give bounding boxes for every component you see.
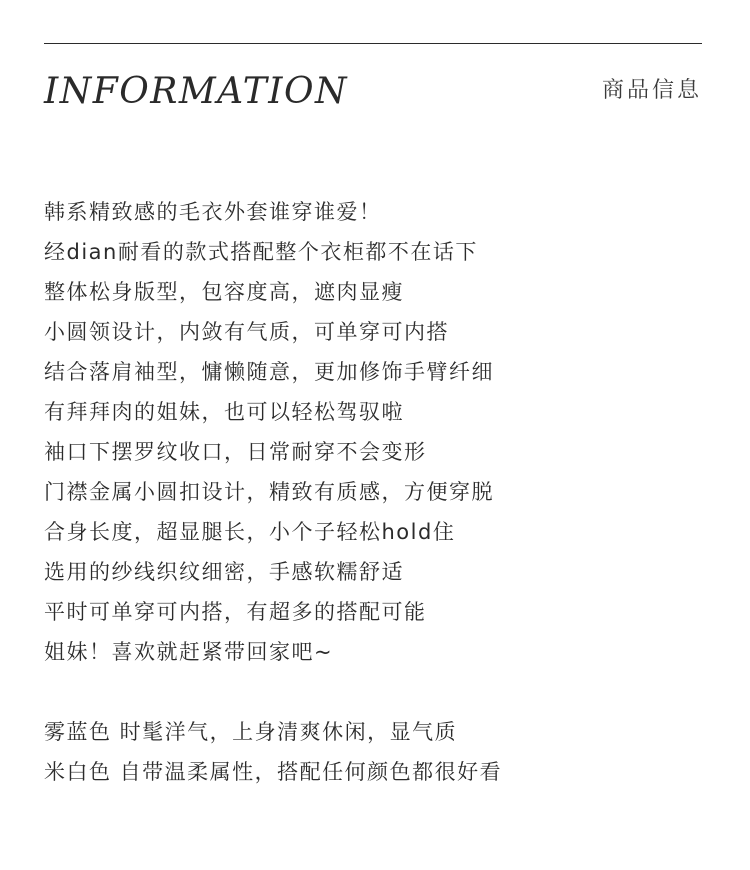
product-description [44,192,704,672]
description-line: 小圆领设计，内敛有气质，可单穿可内搭 [44,320,449,344]
color-options [44,712,704,792]
description-line: 门襟金属小圆扣设计，精致有质感，方便穿脱 [44,480,494,504]
color-option-line: 雾蓝色 时髦洋气，上身清爽休闲，显气质 [44,720,458,744]
description-line: 选用的纱线织纹细密，手感软糯舒适 [44,560,404,584]
top-divider [44,43,702,44]
description-line: 平时可单穿可内搭，有超多的搭配可能 [44,600,427,624]
description-line: 整体松身版型，包容度高，遮肉显瘦 [44,280,404,304]
section-subtitle: 商品信息 [601,78,702,103]
description-line: 经dian耐看的款式搭配整个衣柜都不在话下 [44,240,478,264]
section-title: INFORMATION [44,71,348,112]
color-option-line: 米白色 自带温柔属性，搭配任何颜色都很好看 [44,760,503,784]
description-line: 结合落肩袖型，慵懒随意，更加修饰手臂纤细 [44,360,494,384]
description-line: 姐妹！喜欢就赶紧带回家吧~ [44,640,334,664]
description-line: 合身长度，超显腿长，小个子轻松hold住 [44,520,456,544]
description-line: 有拜拜肉的姐妹，也可以轻松驾驭啦 [44,400,404,424]
description-line: 韩系精致感的毛衣外套谁穿谁爱！ [44,200,382,224]
description-line: 袖口下摆罗纹收口，日常耐穿不会变形 [44,440,427,464]
